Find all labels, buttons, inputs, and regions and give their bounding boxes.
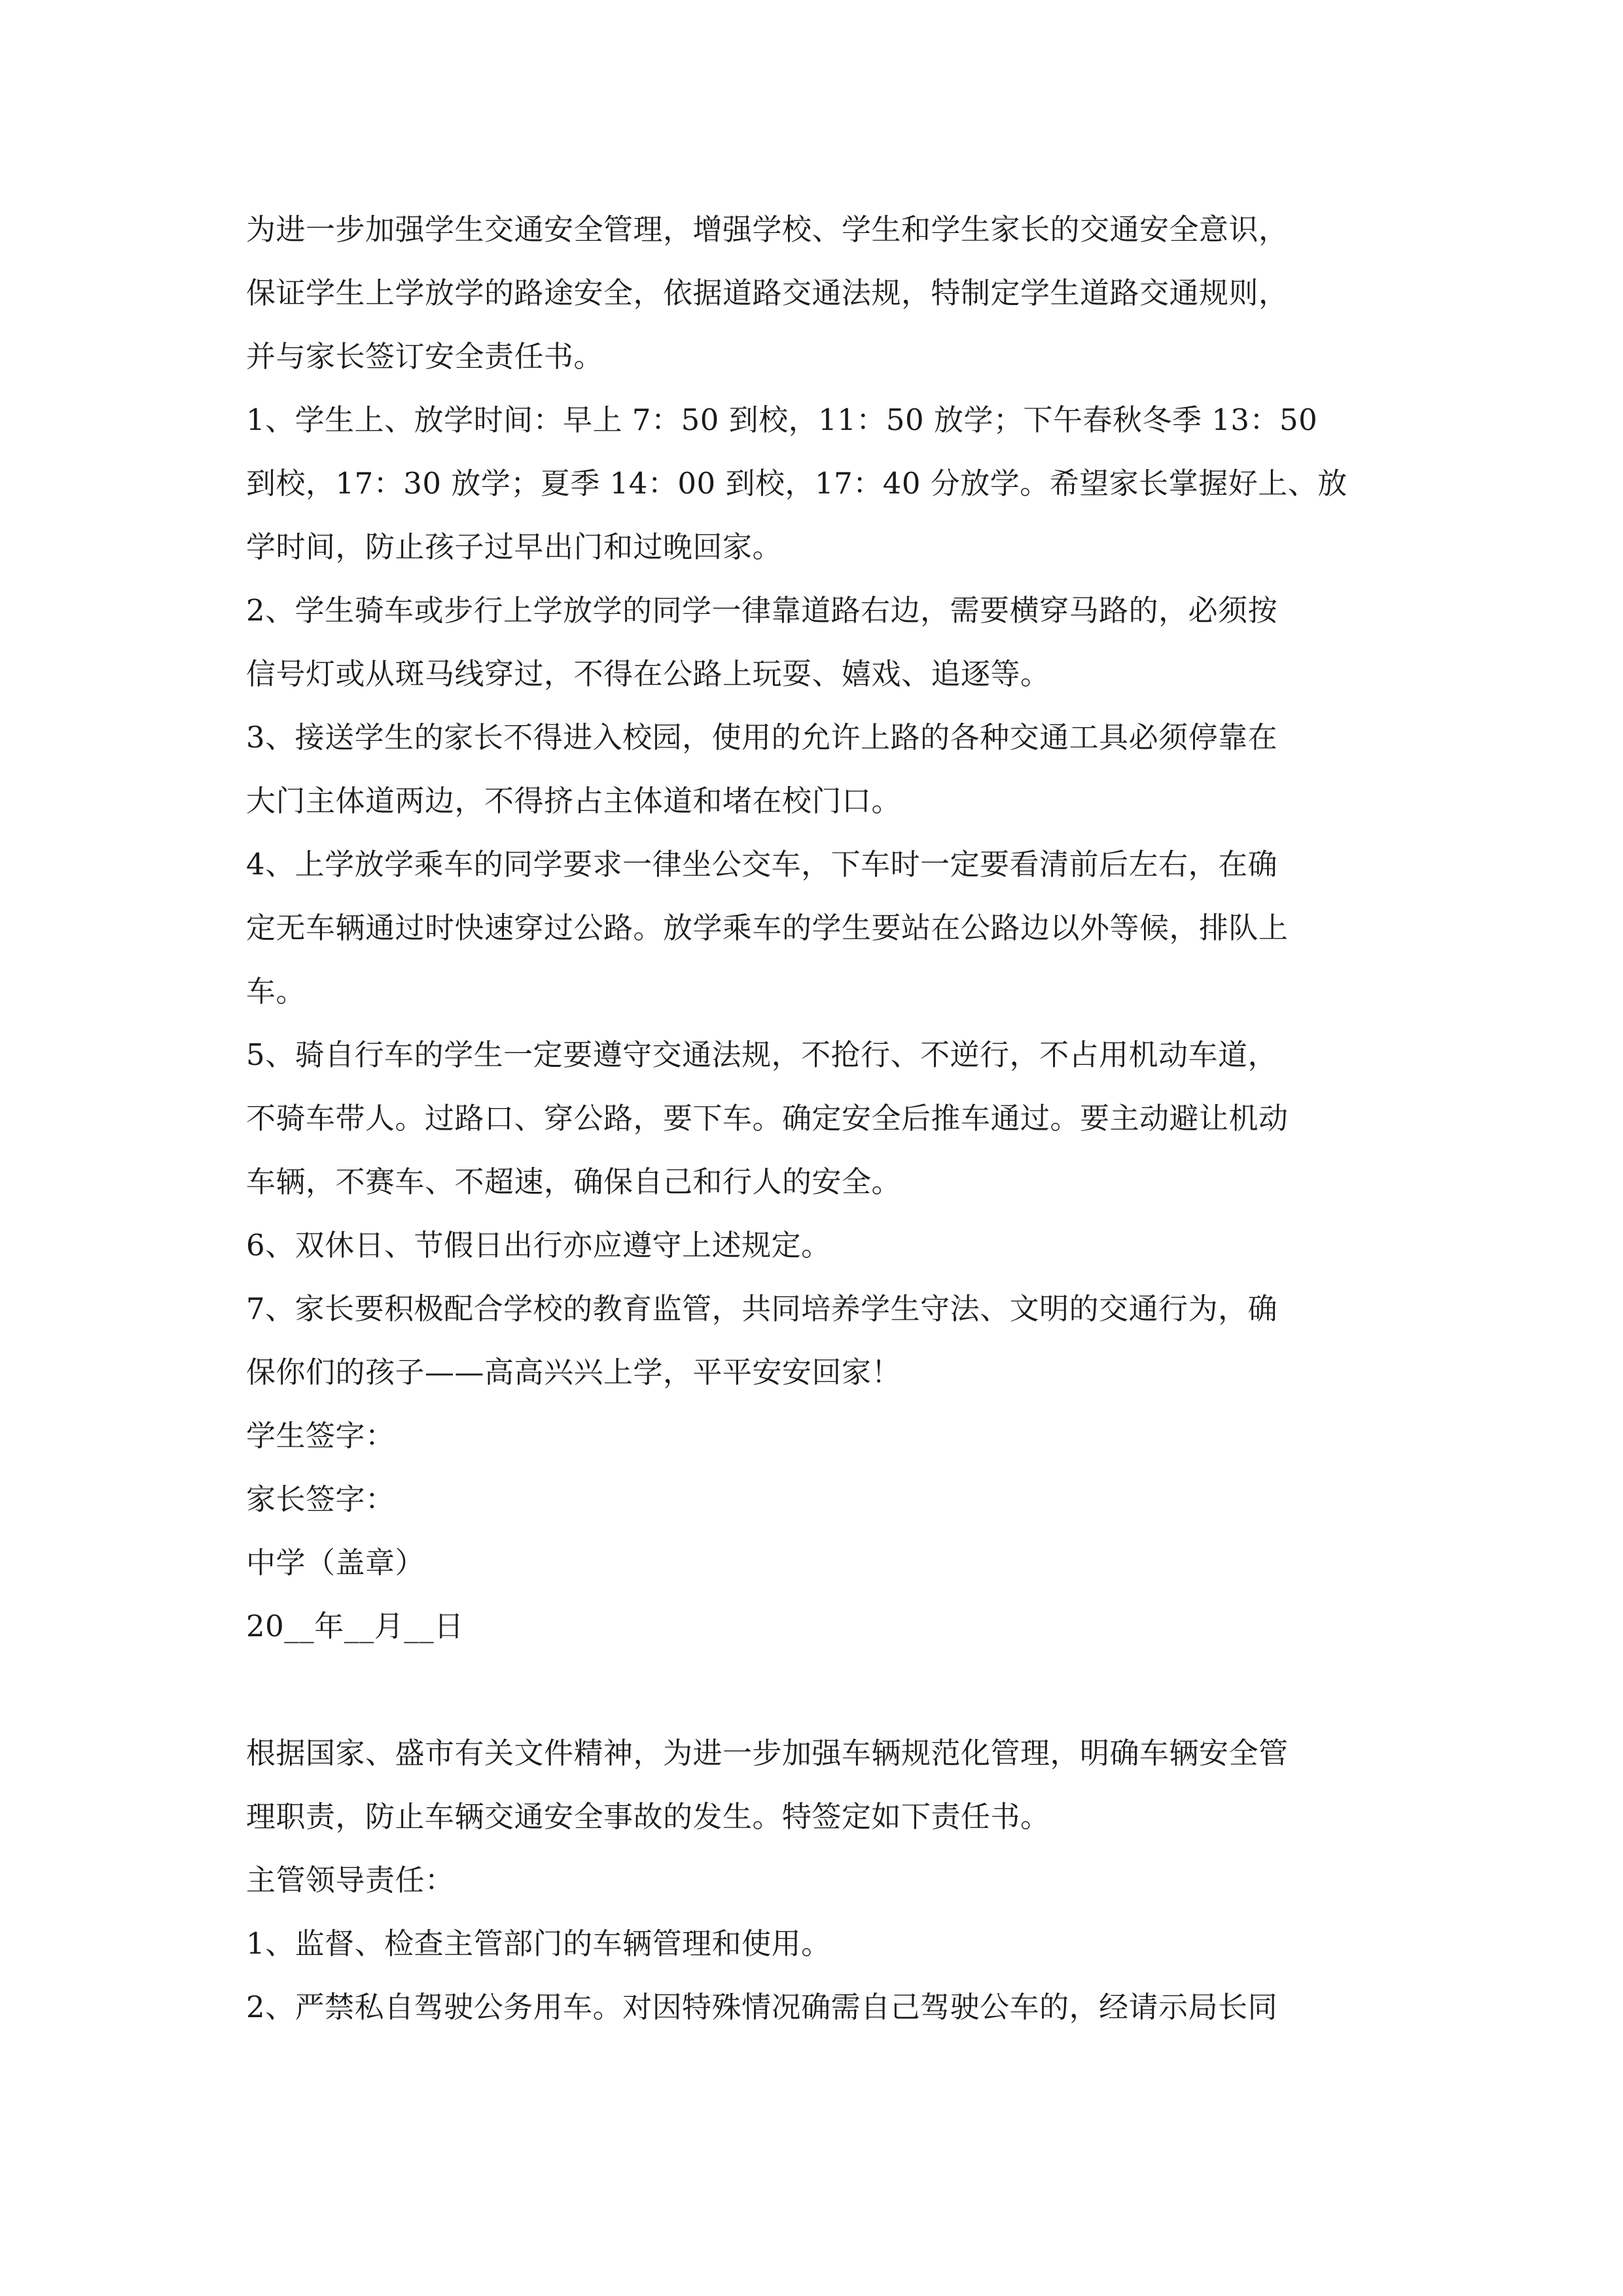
section-student-traffic-rules bbox=[246, 198, 1385, 1658]
text-line: 并与家长签订安全责任书。 bbox=[246, 339, 604, 374]
parent-signature-line: 家长签字： bbox=[246, 1482, 395, 1516]
text-line: 不骑车带人。过路口、穿公路，要下车。确定安全后推车通过。要主动避让机动 bbox=[246, 1101, 1289, 1136]
text-line: 保你们的孩子——高高兴兴上学，平平安安回家！ bbox=[246, 1355, 902, 1390]
date-line: 20__年__月__日 bbox=[246, 1609, 464, 1643]
section-spacer bbox=[246, 1658, 1385, 1721]
text-line: 学时间，防止孩子过早出门和过晚回家。 bbox=[246, 529, 783, 564]
text-line: 2、严禁私自驾驶公务用车。对因特殊情况确需自己驾驶公车的，经请示局长同 bbox=[246, 1990, 1278, 2024]
student-signature-line: 学生签字： bbox=[246, 1418, 395, 1453]
section-vehicle-responsibility bbox=[246, 1721, 1385, 2039]
text-line: 理职责，防止车辆交通安全事故的发生。特签定如下责任书。 bbox=[246, 1799, 1050, 1834]
text-line: 到校，17：30 放学；夏季 14：00 到校，17：40 分放学。希望家长掌握好上、放 bbox=[246, 466, 1347, 501]
text-line: 信号灯或从斑马线穿过，不得在公路上玩耍、嬉戏、追逐等。 bbox=[246, 656, 1050, 691]
text-line: 车。 bbox=[246, 974, 306, 1009]
text-line: 1、监督、检查主管部门的车辆管理和使用。 bbox=[246, 1926, 831, 1961]
text-line: 7、家长要积极配合学校的教育监管，共同培养学生守法、文明的交通行为，确 bbox=[246, 1291, 1278, 1326]
text-line: 3、接送学生的家长不得进入校园，使用的允许上路的各种交通工具必须停靠在 bbox=[246, 720, 1278, 755]
text-line: 车辆，不赛车、不超速，确保自己和行人的安全。 bbox=[246, 1164, 902, 1199]
text-line: 2、学生骑车或步行上学放学的同学一律靠道路右边，需要横穿马路的，必须按 bbox=[246, 593, 1278, 628]
text-line: 主管领导责任： bbox=[246, 1863, 455, 1897]
text-line: 大门主体道两边，不得挤占主体道和堵在校门口。 bbox=[246, 783, 902, 818]
text-line: 4、上学放学乘车的同学要求一律坐公交车，下车时一定要看清前后左右，在确 bbox=[246, 847, 1278, 882]
school-seal-line: 中学（盖章） bbox=[246, 1545, 425, 1580]
text-line: 为进一步加强学生交通安全管理，增强学校、学生和学生家长的交通安全意识， bbox=[246, 212, 1289, 247]
document-body bbox=[246, 198, 1385, 2039]
text-line: 定无车辆通过时快速穿过公路。放学乘车的学生要站在公路边以外等候，排队上 bbox=[246, 910, 1289, 945]
text-line: 5、骑自行车的学生一定要遵守交通法规，不抢行、不逆行，不占用机动车道， bbox=[246, 1037, 1278, 1072]
text-line: 保证学生上学放学的路途安全，依据道路交通法规，特制定学生道路交通规则， bbox=[246, 276, 1289, 310]
text-line: 6、双休日、节假日出行亦应遵守上述规定。 bbox=[246, 1228, 831, 1263]
text-line: 根据国家、盛市有关文件精神，为进一步加强车辆规范化管理，明确车辆安全管 bbox=[246, 1736, 1289, 1770]
text-line: 1、学生上、放学时间：早上 7：50 到校，11：50 放学；下午春秋冬季 13：50 bbox=[246, 403, 1318, 437]
